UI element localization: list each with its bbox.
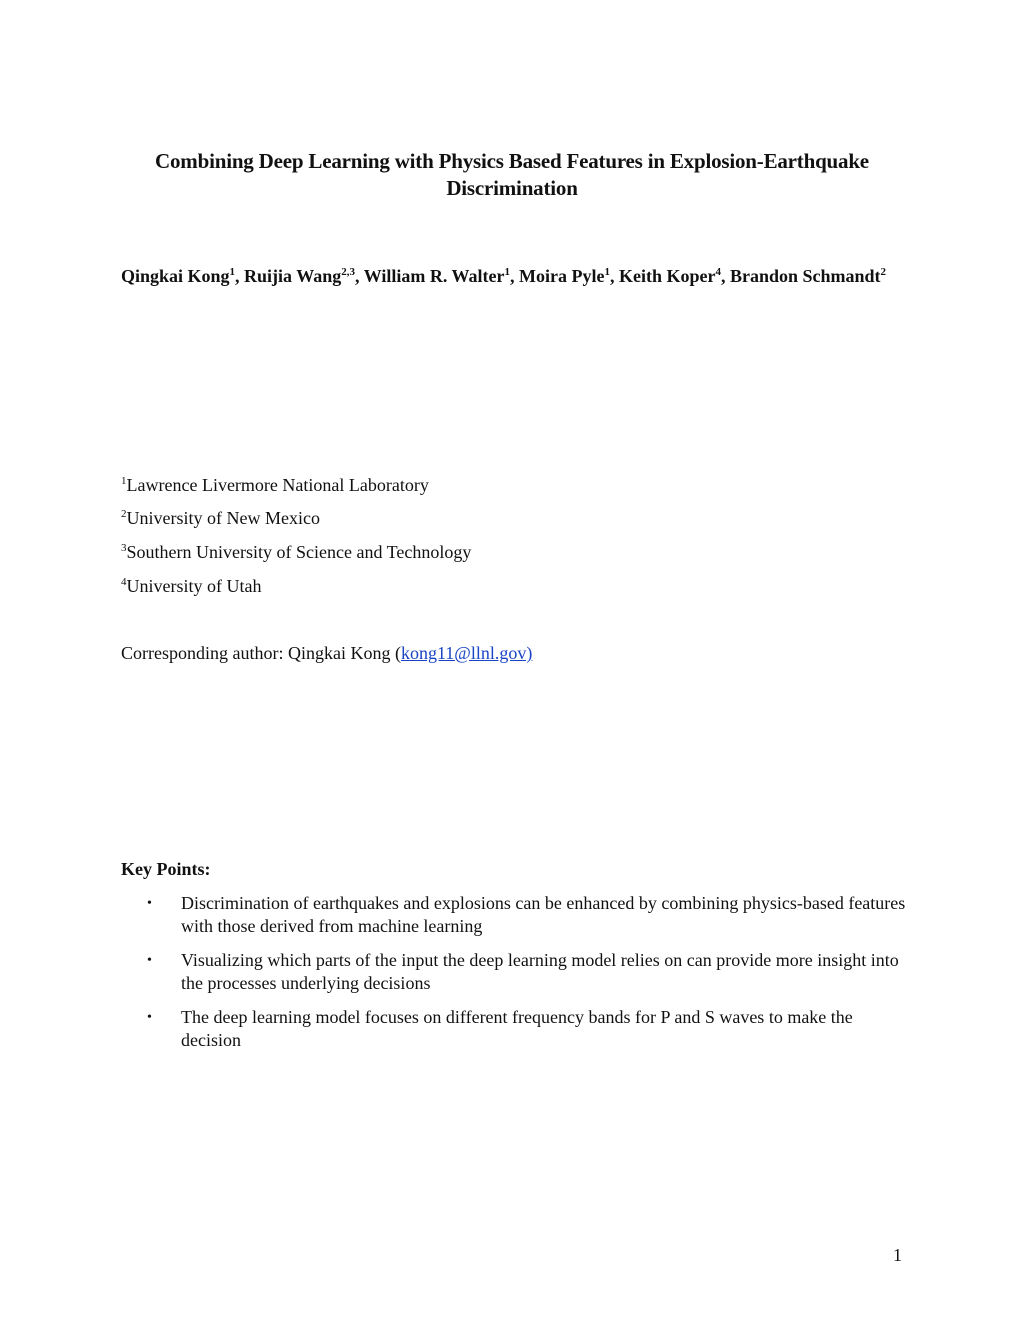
affiliation-2: [121, 507, 320, 529]
author-list: [121, 263, 911, 289]
author-affiliation-sup: 2: [880, 266, 887, 278]
author-affiliation-sup: 1: [604, 266, 610, 278]
affiliation-name: University of Utah: [126, 576, 262, 596]
author-name: Qingkai Kong: [121, 266, 230, 286]
key-point-text: The deep learning model focuses on different frequency bands for P and S waves to make the decision: [181, 1007, 853, 1050]
corresponding-author-label: Corresponding author: Qingkai Kong (: [121, 643, 401, 663]
author-affiliation-sup: 1: [229, 266, 236, 278]
key-points-heading: Key Points:: [121, 859, 211, 879]
bullet-icon: •: [147, 953, 152, 968]
key-point-item: [121, 892, 911, 938]
author-affiliation-sup: 2,3: [341, 266, 355, 278]
affiliation-number: 4: [121, 576, 127, 588]
author-name: Keith Koper: [618, 266, 716, 286]
author-affiliation-sup: 4: [715, 266, 721, 278]
paper-title-line-2: Discrimination: [446, 176, 578, 200]
paper-title-line-1: Combining Deep Learning with Physics Based Features in Explosion-Earthquake: [155, 149, 869, 173]
key-point-text: Visualizing which parts of the input the deep learning model relies on can provide more insight into the processes underlying decisions: [181, 950, 899, 993]
paper-title: [0, 148, 1024, 202]
author-separator: ,: [720, 266, 730, 286]
author-separator: ,: [609, 266, 619, 286]
corresponding-author-email-link[interactable]: kong11@llnl.gov): [400, 643, 533, 663]
author-separator: ,: [355, 266, 364, 286]
affiliation-number: 1: [121, 475, 127, 487]
author-name: Moira Pyle: [519, 266, 605, 286]
author-name: Ruijia Wang: [244, 266, 342, 286]
author-name: Brandon Schmandt: [729, 266, 881, 286]
affiliation-number: 3: [121, 542, 127, 554]
affiliation-1: [121, 474, 429, 496]
author-separator: ,: [235, 266, 245, 286]
key-point-item: [121, 1006, 911, 1052]
bullet-icon: •: [147, 1010, 152, 1025]
bullet-icon: •: [147, 896, 152, 911]
key-point-item: [121, 949, 911, 995]
affiliation-4: [121, 575, 261, 597]
key-points-list: [121, 892, 911, 1063]
affiliation-name: University of New Mexico: [126, 508, 320, 528]
author-affiliation-sup: 1: [504, 266, 511, 278]
affiliation-name: Southern University of Science and Technology: [126, 542, 472, 562]
author-separator: ,: [510, 266, 520, 286]
affiliation-name: Lawrence Livermore National Laboratory: [126, 475, 429, 495]
affiliation-number: 2: [121, 508, 127, 520]
page-number: 1: [893, 1245, 902, 1265]
author-name: William R. Walter: [363, 266, 505, 286]
key-point-text: Discrimination of earthquakes and explosions can be enhanced by combining physics-based features with those derived from machine learning: [181, 893, 906, 936]
corresponding-author: [121, 642, 532, 664]
affiliation-3: [121, 541, 471, 563]
